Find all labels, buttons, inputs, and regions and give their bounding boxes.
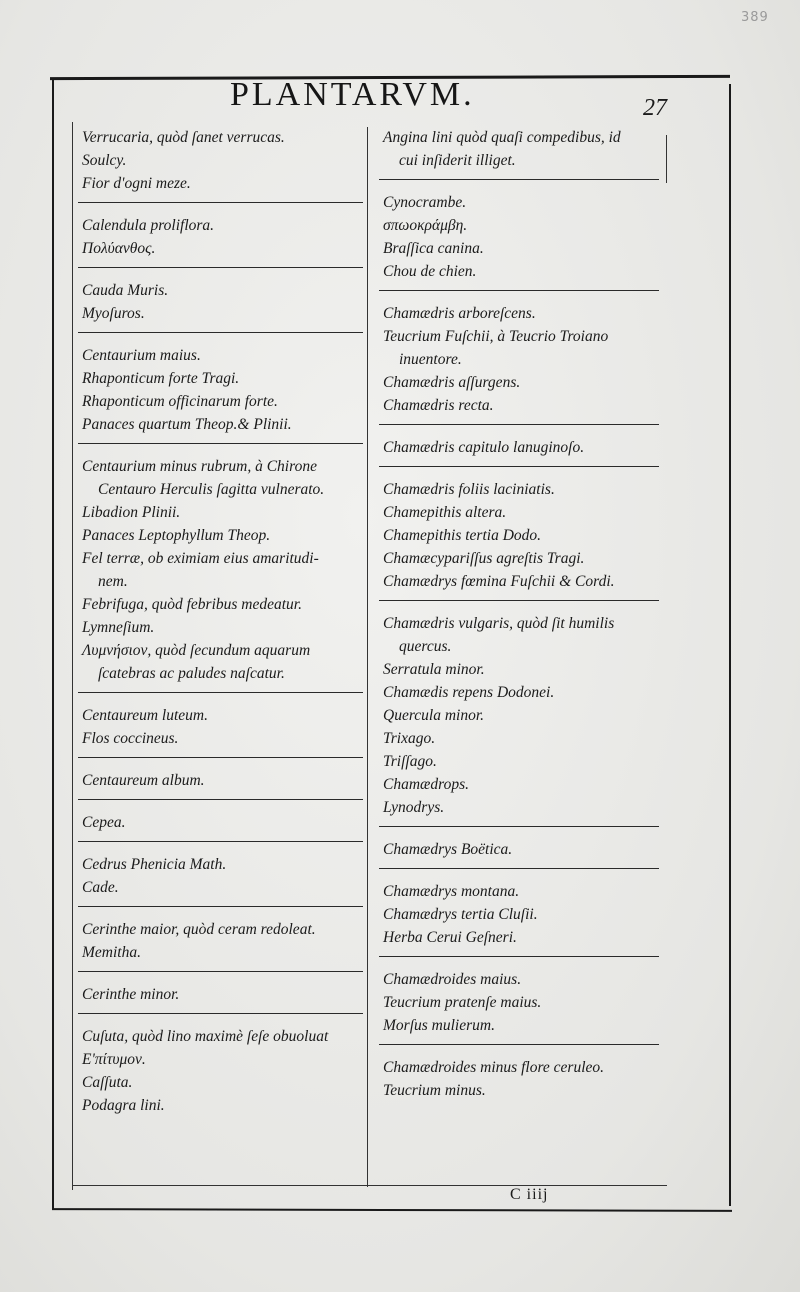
- entry-group: [383, 126, 673, 172]
- entry-group: [383, 191, 673, 283]
- right-border: [729, 84, 731, 1206]
- entry-line: Cedrus Phenicia Math.: [82, 856, 227, 873]
- entry-line: Chamædroides maius.: [383, 971, 522, 988]
- entry-line: Serratula minor.: [383, 661, 485, 678]
- entry-line: Cade.: [82, 879, 119, 896]
- entry-line: Centaurium maius.: [82, 347, 201, 364]
- entry-separator: [379, 466, 659, 468]
- entry-line: Febrifuga, quòd febribus medeatur.: [82, 596, 302, 613]
- entry-separator: [78, 971, 363, 973]
- page-number: 27: [643, 95, 667, 121]
- entry-line: Centaureum album.: [82, 772, 205, 789]
- entry-line: Chamædris capitulo lanuginoſo.: [383, 439, 585, 456]
- entry-line: Cepea.: [82, 814, 126, 831]
- entry-line: ſcatebras ac paludes naſcatur.: [98, 665, 285, 682]
- entry-group: [383, 1056, 673, 1102]
- entry-line: Herba Cerui Geſneri.: [383, 929, 517, 946]
- entry-line: Chou de chien.: [383, 263, 477, 280]
- entry-line: Chamædrys Boëtica.: [383, 841, 513, 858]
- entry-separator: [379, 868, 659, 870]
- entry-line: Chamædrops.: [383, 776, 469, 793]
- entry-line: cui inſiderit illiget.: [399, 152, 516, 169]
- entry-line: σπωοκράμβη.: [383, 217, 468, 234]
- entry-separator: [78, 1013, 363, 1015]
- entry-line: Chamædrys montana.: [383, 883, 520, 900]
- entry-separator: [379, 826, 659, 828]
- entry-line: Teucrium Fuſchii, à Teucrio Troiano: [383, 328, 609, 345]
- left-column: [82, 126, 362, 1117]
- entry-group: [383, 478, 673, 593]
- entry-separator: [379, 179, 659, 181]
- entry-line: Trixago.: [383, 730, 436, 747]
- entry-line: Triſſago.: [383, 753, 437, 770]
- entry-line: Soulcy.: [82, 152, 127, 169]
- entry-line: Chamædrys tertia Cluſii.: [383, 906, 538, 923]
- entry-line: Cuſuta, quòd lino maximè ſeſe obuoluat: [82, 1028, 329, 1045]
- entry-line: Chamædis repens Dodonei.: [383, 684, 555, 701]
- entry-line: Myoſuros.: [82, 305, 145, 322]
- entry-line: Fior d'ogni meze.: [82, 175, 191, 192]
- left-border: [52, 78, 54, 1210]
- entry-group: [82, 918, 362, 964]
- entry-separator: [379, 424, 659, 426]
- entry-group: [383, 968, 673, 1037]
- entry-line: Λυμνήσιον, quòd ſecundum aquarum: [82, 642, 311, 659]
- entry-separator: [78, 267, 363, 269]
- entry-separator: [78, 692, 363, 694]
- entry-line: Cynocrambe.: [383, 194, 467, 211]
- running-title: PLANTARVM.: [230, 76, 475, 113]
- entry-group: [82, 344, 362, 436]
- column-divider: [367, 127, 368, 1187]
- entry-separator: [78, 443, 363, 445]
- entry-separator: [379, 1044, 659, 1046]
- entry-line: Chamædroides minus flore ceruleo.: [383, 1059, 605, 1076]
- entry-group: [82, 455, 362, 685]
- entry-line: Quercula minor.: [383, 707, 485, 724]
- entry-line: Cauda Muris.: [82, 282, 169, 299]
- entry-line: Memitha.: [82, 944, 141, 961]
- entry-separator: [78, 202, 363, 204]
- entry-line: Chamædrys fœmina Fuſchii & Cordi.: [383, 573, 615, 590]
- entry-separator: [379, 290, 659, 292]
- entry-line: Chamæcypariſſus agreſtis Tragi.: [383, 550, 585, 567]
- right-column: [383, 126, 673, 1102]
- entry-line: Flos coccineus.: [82, 730, 179, 747]
- left-inner-rule: [72, 122, 73, 1190]
- entry-line: Centauro Herculis ſagitta vulnerato.: [98, 481, 325, 498]
- entry-group: [82, 769, 362, 792]
- entry-line: Panaces Leptophyllum Theop.: [82, 527, 271, 544]
- entry-group: [82, 126, 362, 195]
- entry-line: Caſſuta.: [82, 1074, 133, 1091]
- entry-line: Lymneſium.: [82, 619, 155, 636]
- entry-separator: [379, 600, 659, 602]
- entry-separator: [379, 956, 659, 958]
- entry-group: [82, 811, 362, 834]
- entry-line: Chamædris foliis laciniatis.: [383, 481, 555, 498]
- entry-separator: [78, 757, 363, 759]
- entry-line: nem.: [98, 573, 128, 590]
- entry-line: Rhaponticum forte Tragi.: [82, 370, 240, 387]
- entry-line: Teucrium pratenſe maius.: [383, 994, 542, 1011]
- entry-line: Cerinthe maior, quòd ceram redoleat.: [82, 921, 316, 938]
- entry-separator: [78, 841, 363, 843]
- entry-group: [82, 279, 362, 325]
- entry-line: Angina lini quòd quaſi compedibus, id: [383, 129, 621, 146]
- entry-separator: [78, 799, 363, 801]
- entry-group: [82, 983, 362, 1006]
- entry-group: [383, 612, 673, 819]
- entry-line: Centaureum luteum.: [82, 707, 208, 724]
- entry-line: Chamædris aſſurgens.: [383, 374, 521, 391]
- entry-group: [82, 853, 362, 899]
- entry-line: Lynodrys.: [383, 799, 445, 816]
- entry-line: Chamædris arboreſcens.: [383, 305, 536, 322]
- entry-line: Fel terræ, ob eximiam eius amaritudi-: [82, 550, 319, 567]
- entry-line: Rhaponticum officinarum forte.: [82, 393, 278, 410]
- entry-line: Verrucaria, quòd ſanet verrucas.: [82, 129, 285, 146]
- entry-group: [383, 302, 673, 417]
- entry-line: Centaurium minus rubrum, à Chirone: [82, 458, 317, 475]
- entry-separator: [78, 332, 363, 334]
- entry-line: Chamædris recta.: [383, 397, 494, 414]
- signature-mark: C iiij: [510, 1186, 549, 1203]
- entry-line: Πολύανθος.: [82, 240, 156, 257]
- entry-group: [383, 436, 673, 459]
- entry-line: Braſſica canina.: [383, 240, 484, 257]
- entry-line: Cerinthe minor.: [82, 986, 180, 1003]
- corner-note: 389: [741, 10, 769, 25]
- entry-line: Panaces quartum Theop.& Plinii.: [82, 416, 292, 433]
- entry-group: [383, 880, 673, 949]
- entry-line: Chamædris vulgaris, quòd ſit humilis: [383, 615, 615, 632]
- entry-group: [383, 838, 673, 861]
- entry-line: Chamepithis tertia Dodo.: [383, 527, 542, 544]
- entry-line: Teucrium minus.: [383, 1082, 486, 1099]
- entry-group: [82, 214, 362, 260]
- entry-group: [82, 1025, 362, 1117]
- entry-line: quercus.: [399, 638, 452, 655]
- entry-line: inuentore.: [399, 351, 462, 368]
- entry-separator: [78, 906, 363, 908]
- entry-line: Ε'πίτυμον.: [82, 1051, 146, 1068]
- entry-line: Libadion Plinii.: [82, 504, 181, 521]
- inner-bottom-rule: [72, 1185, 667, 1186]
- entry-line: Calendula proliflora.: [82, 217, 215, 234]
- entry-line: Morſus mulierum.: [383, 1017, 495, 1034]
- entry-line: Podagra lini.: [82, 1097, 165, 1114]
- entry-line: Chamepithis altera.: [383, 504, 507, 521]
- entry-group: [82, 704, 362, 750]
